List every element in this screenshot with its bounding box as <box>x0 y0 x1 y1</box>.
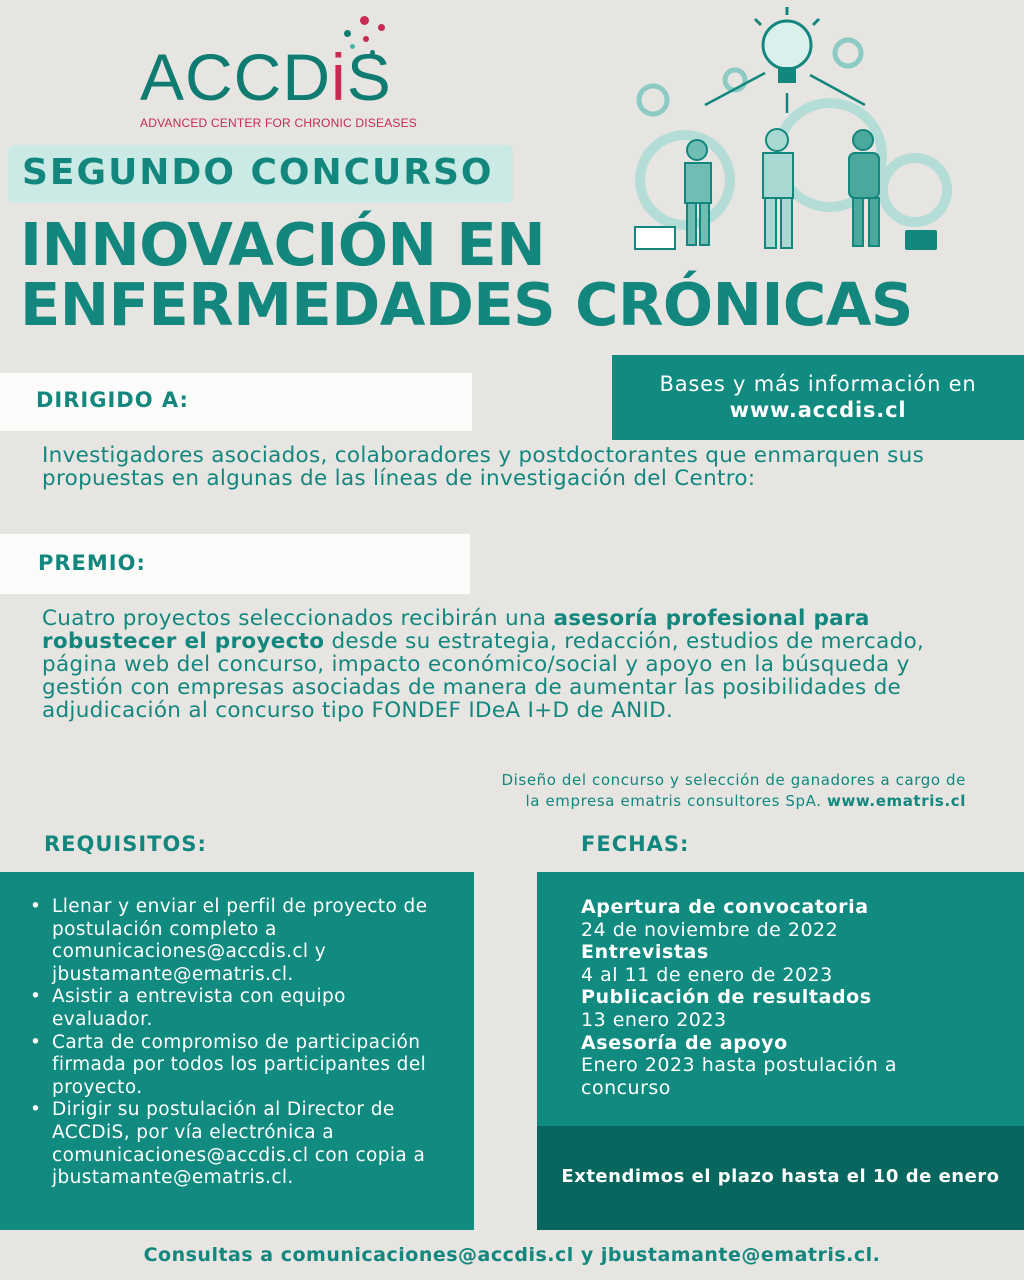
credit-line-2-text: la empresa ematris consultores SpA. <box>525 792 827 810</box>
bases-box <box>612 355 1024 440</box>
logo-dot <box>360 16 369 25</box>
title-line-2: ENFERMEDADES CRÓNICAS <box>20 270 913 339</box>
premio-text <box>42 607 967 722</box>
logo-wordmark <box>140 40 392 114</box>
ematris-link[interactable]: www.ematris.cl <box>826 792 966 810</box>
premio-text-highlight: asesoría profesional para robustecer el proyecto <box>42 606 870 654</box>
lightbulb-icon <box>755 7 819 83</box>
bases-link[interactable]: www.accdis.cl <box>729 398 907 422</box>
fecha-value: 13 enero 2023 <box>581 1008 727 1031</box>
requisitos-panel <box>0 872 474 1230</box>
logo-dot <box>344 30 351 37</box>
logo-name-accent: i <box>331 40 347 114</box>
fecha-value: 24 de noviembre de 2022 <box>581 918 839 941</box>
requisito-item: • Llenar y enviar el perfil de proyecto de postulación completo a comunicaciones@accdis.cl y jbustamante@ematris.cl. <box>28 896 448 986</box>
fecha-title: Asesoría de apoyo <box>581 1031 788 1054</box>
title-line-1: INNOVACIÓN EN <box>20 210 546 279</box>
fechas-label: FECHAS: <box>581 832 690 856</box>
extension-banner <box>537 1126 1024 1230</box>
logo-name-end: S <box>346 40 392 114</box>
dirigido-text: Investigadores asociados, colaboradores y postdoctorantes que enmarquen sus propuestas en algunas de las líneas de investigación del Centro: <box>42 443 925 491</box>
premio-text-intro: Cuatro proyectos seleccionados recibirán una <box>42 606 554 631</box>
bases-text: Bases y más información en <box>659 372 977 396</box>
requisito-item: • Asistir a entrevista con equipo evaluador. <box>28 986 448 1031</box>
credit-line-1: Diseño del concurso y selección de ganadores a cargo de <box>501 771 966 789</box>
logo-name-main: ACCD <box>140 40 332 114</box>
logo-tagline: ADVANCED CENTER FOR CHRONIC DISEASES <box>140 116 418 130</box>
footer-contact: Consultas a comunicaciones@accdis.cl y jbustamante@ematris.cl. <box>143 1244 881 1266</box>
fecha-value: 4 al 11 de enero de 2023 <box>581 963 833 986</box>
premio-text-rest: desde su estrategia, redacción, estudios de mercado, página web del concurso, impacto económico/social y apoyo en la búsqueda y gestión con empresas asociadas de manera de aumentar las posibilidades de adjudicación al concurso tipo FONDEF IDeA I+D de ANID. <box>42 629 925 723</box>
fechas-panel <box>537 872 1024 1126</box>
contest-subtitle: SEGUNDO CONCURSO <box>22 152 494 193</box>
design-credit <box>501 770 966 812</box>
fechas-list <box>581 896 1001 1099</box>
requisito-item: • Carta de compromiso de participación firmada por todos los participantes del proyecto. <box>28 1032 448 1100</box>
requisitos-label: REQUISITOS: <box>44 832 207 856</box>
fecha-title: Entrevistas <box>581 941 709 964</box>
credit-line-2 <box>501 791 966 812</box>
requisitos-list <box>28 896 448 1190</box>
logo-dot <box>378 24 385 31</box>
fecha-value: Enero 2023 hasta postulación a concurso <box>581 1054 897 1099</box>
fecha-title: Publicación de resultados <box>581 986 872 1009</box>
requisito-item: • Dirigir su postulación al Director de ACCDiS, por vía electrónica a comunicaciones@accdis.cl con copia a jbustamante@ematris.cl. <box>28 1099 448 1189</box>
extension-text: Extendimos el plazo hasta el 10 de enero <box>561 1166 1000 1187</box>
premio-label: PREMIO: <box>38 551 146 575</box>
dirigido-label: DIRIGIDO A: <box>36 388 189 412</box>
page-title <box>20 210 913 339</box>
fecha-title: Apertura de convocatoria <box>581 896 869 918</box>
